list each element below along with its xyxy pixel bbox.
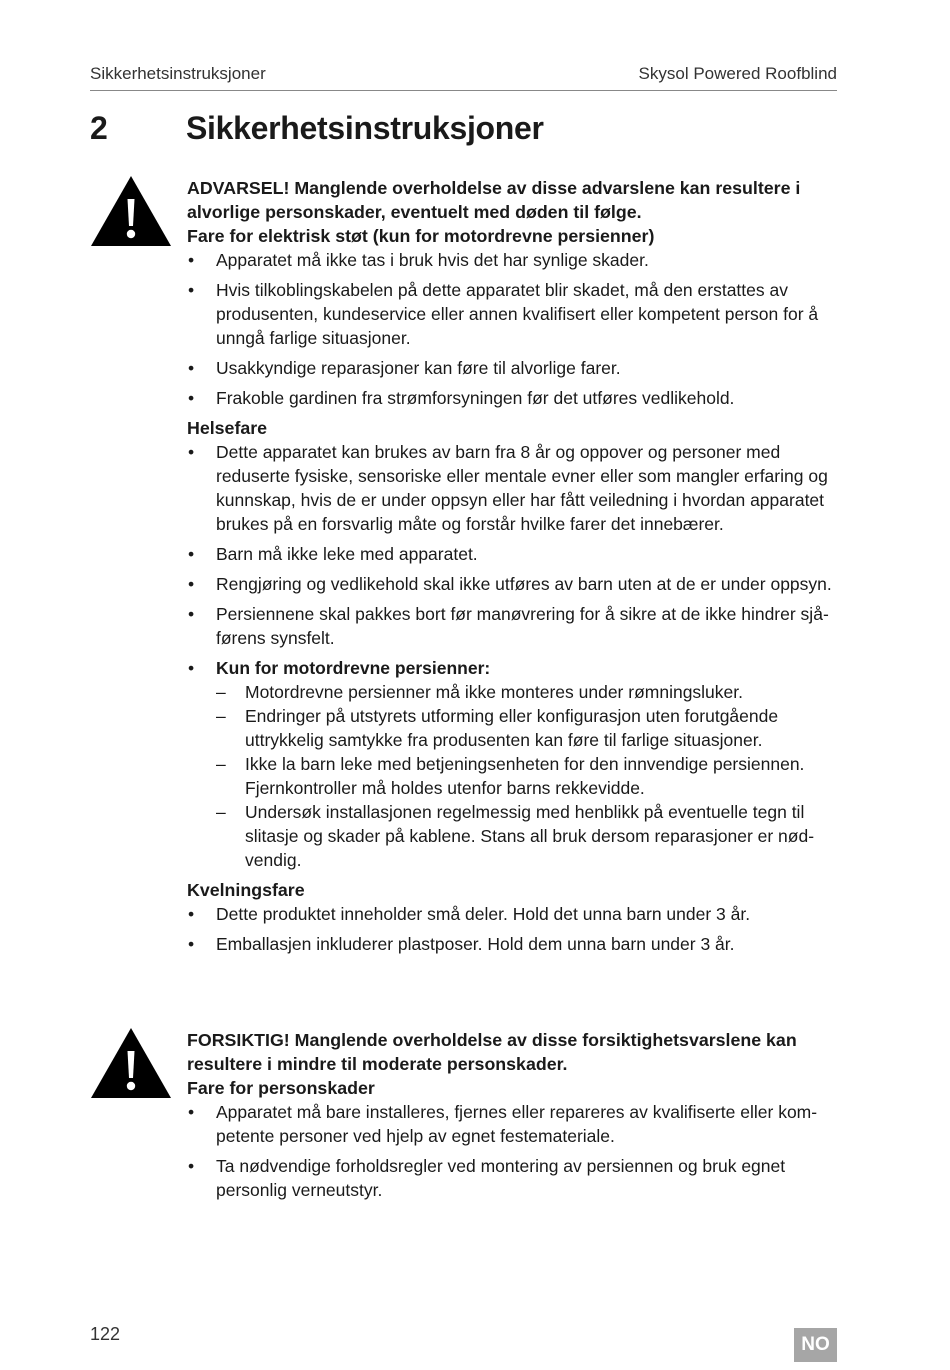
- warning-triangle-icon: [90, 175, 172, 247]
- sub-list-item: – Undersøk installasjonen regelmessig med henblikk på eventuelle tegn til slitasje og skader på kablene. Stans all bruk dersom reparasjoner er nødvendig.: [216, 800, 842, 872]
- sub-list-item: – Ikke la barn leke med betjeningsenheten for den innvendige persiennen. Fjernkontroller må holdes utenfor barns rekkevidde.: [216, 752, 842, 800]
- language-badge: NO: [794, 1328, 837, 1362]
- running-header: [90, 64, 837, 91]
- caution-section: [187, 1028, 842, 1208]
- list-item: • Persiennene skal pakkes bort før manøvrering for å sikre at de ikke hindrer sjåførens synsfelt.: [187, 602, 842, 650]
- list-item: • Emballasjen inkluderer plastposer. Hold dem unna barn under 3 år.: [187, 932, 842, 956]
- list-item: • Dette produktet inneholder små deler. Hold det unna barn under 3 år.: [187, 902, 842, 926]
- injury-hazard-list: [187, 1100, 842, 1202]
- choking-hazard-heading: Kvelningsfare: [187, 880, 305, 900]
- caution-signal-text: FORSIKTIG! Manglende overholdelse av disse forsiktighetsvarslene kan resultere i mindre til moderate personskader.: [187, 1030, 797, 1074]
- list-item: • Barn må ikke leke med apparatet.: [187, 542, 842, 566]
- chapter-title: Sikkerhetsinstruksjoner: [186, 110, 544, 146]
- page-number: 122: [90, 1324, 121, 1344]
- header-product-name: Skysol Powered Roofblind: [638, 64, 837, 83]
- motor-blinds-item: [187, 656, 842, 872]
- motor-blinds-label: Kun for motordrevne persienner:: [216, 658, 491, 678]
- warning-signal-text: ADVARSEL! Manglende overholdelse av disse advarslene kan resultere i alvorlige personskader, eventuelt med døden til følge.: [187, 178, 801, 222]
- warning-section: [187, 176, 842, 962]
- choking-hazard-list: [187, 902, 842, 956]
- list-item: • Frakoble gardinen fra strømforsyningen før det utføres vedlikehold.: [187, 386, 842, 410]
- motor-blinds-sublist: [216, 680, 842, 872]
- chapter-heading: [90, 110, 850, 147]
- list-item: • Hvis tilkoblingskabelen på dette apparatet blir skadet, må den erstattes av produsenten, kundeservice eller annen kvalifisert eller kompetent person for å unngå farlige situasjoner.: [187, 278, 842, 350]
- list-item: • Ta nødvendige forholdsregler ved montering av persiennen og bruk egnet personlig verneutstyr.: [187, 1154, 842, 1202]
- warning-triangle-icon: [90, 1027, 172, 1099]
- header-section-title: Sikkerhetsinstruksjoner: [90, 64, 266, 83]
- list-item: • Apparatet må ikke tas i bruk hvis det har synlige skader.: [187, 248, 842, 272]
- list-item: • Apparatet må bare installeres, fjernes eller repareres av kvalifiserte eller kompetente personer ved hjelp av egnet festemateriale.: [187, 1100, 842, 1148]
- sub-list-item: – Motordrevne persienner må ikke monteres under rømningsluker.: [216, 680, 842, 704]
- list-item: • Rengjøring og vedlikehold skal ikke utføres av barn uten at de er under oppsyn.: [187, 572, 842, 596]
- electric-hazard-heading: Fare for elektrisk støt (kun for motordrevne persienner): [187, 226, 655, 246]
- list-item: • Usakkyndige reparasjoner kan føre til alvorlige farer.: [187, 356, 842, 380]
- injury-hazard-heading: Fare for personskader: [187, 1078, 375, 1098]
- electric-hazard-list: [187, 248, 842, 410]
- health-hazard-heading: Helsefare: [187, 418, 268, 438]
- sub-list-item: – Endringer på utstyrets utforming eller konfigurasjon uten forutgående uttrykkelig samtykke fra produsenten kan føre til farlige situasjoner.: [216, 704, 842, 752]
- health-hazard-list: [187, 440, 842, 872]
- chapter-number: 2: [90, 110, 108, 146]
- list-item: • Dette apparatet kan brukes av barn fra 8 år og oppover og personer med reduserte fysiske, sensoriske eller mentale evner eller som mangler erfaring og kunnskap, hvis de er under oppsyn eller har fått veiledning i hvordan apparatet brukes på en forsvarlig måte og forstår hvilke farer det innebærer.: [187, 440, 842, 536]
